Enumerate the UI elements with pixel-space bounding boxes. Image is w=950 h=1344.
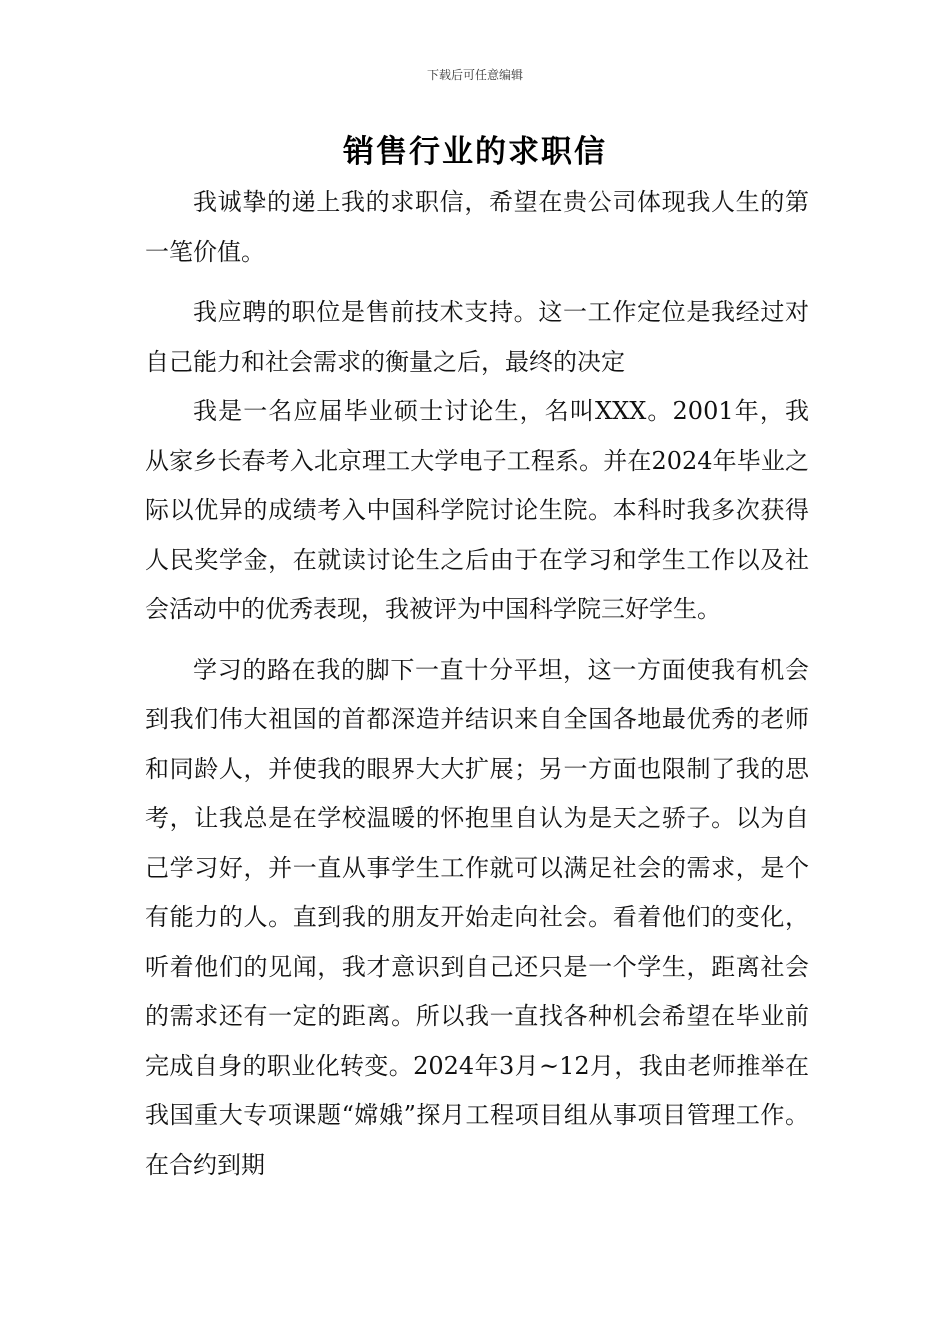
paragraph-3: 我是一名应届毕业硕士讨论生，名叫XXX。2001年，我从家乡长春考入北京理工大学电子工程系。并在2024年毕业之际以优异的成绩考入中国科学院讨论生院。本科时我多次获得人民奖学金，在就读讨论生之后由于在学习和学生工作以及社会活动中的优秀表现，我被评为中国科学院三好学生。 xyxy=(145,397,809,623)
document-title: 销售行业的求职信 xyxy=(343,134,607,170)
paragraph-2: 我应聘的职位是售前技术支持。这一工作定位是我经过对自己能力和社会需求的衡量之后，最终的决定 xyxy=(145,298,809,376)
header-note: 下载后可任意编辑 xyxy=(426,68,523,82)
paragraph-1: 我诚挚的递上我的求职信，希望在贵公司体现我人生的第一笔价值。 xyxy=(145,188,809,266)
document-body xyxy=(145,178,809,1190)
paragraph-4: 学习的路在我的脚下一直十分平坦，这一方面使我有机会到我们伟大祖国的首都深造并结识来自全国各地最优秀的老师和同龄人，并使我的眼界大大扩展；另一方面也限制了我的思考，让我总是在学校温暖的怀抱里自认为是天之骄子。以为自己学习好，并一直从事学生工作就可以满足社会的需求，是个有能力的人。直到我的朋友开始走向社会。看着他们的变化，听着他们的见闻，我才意识到自己还只是一个学生，距离社会的需求还有一定的距离。所以我一直找各种机会希望在毕业前完成自身的职业化转变。2024年3月~12月，我由老师推举在我国重大专项课题“嫦娥”探月工程项目组从事项目管理工作。在合约到期 xyxy=(145,655,809,1179)
